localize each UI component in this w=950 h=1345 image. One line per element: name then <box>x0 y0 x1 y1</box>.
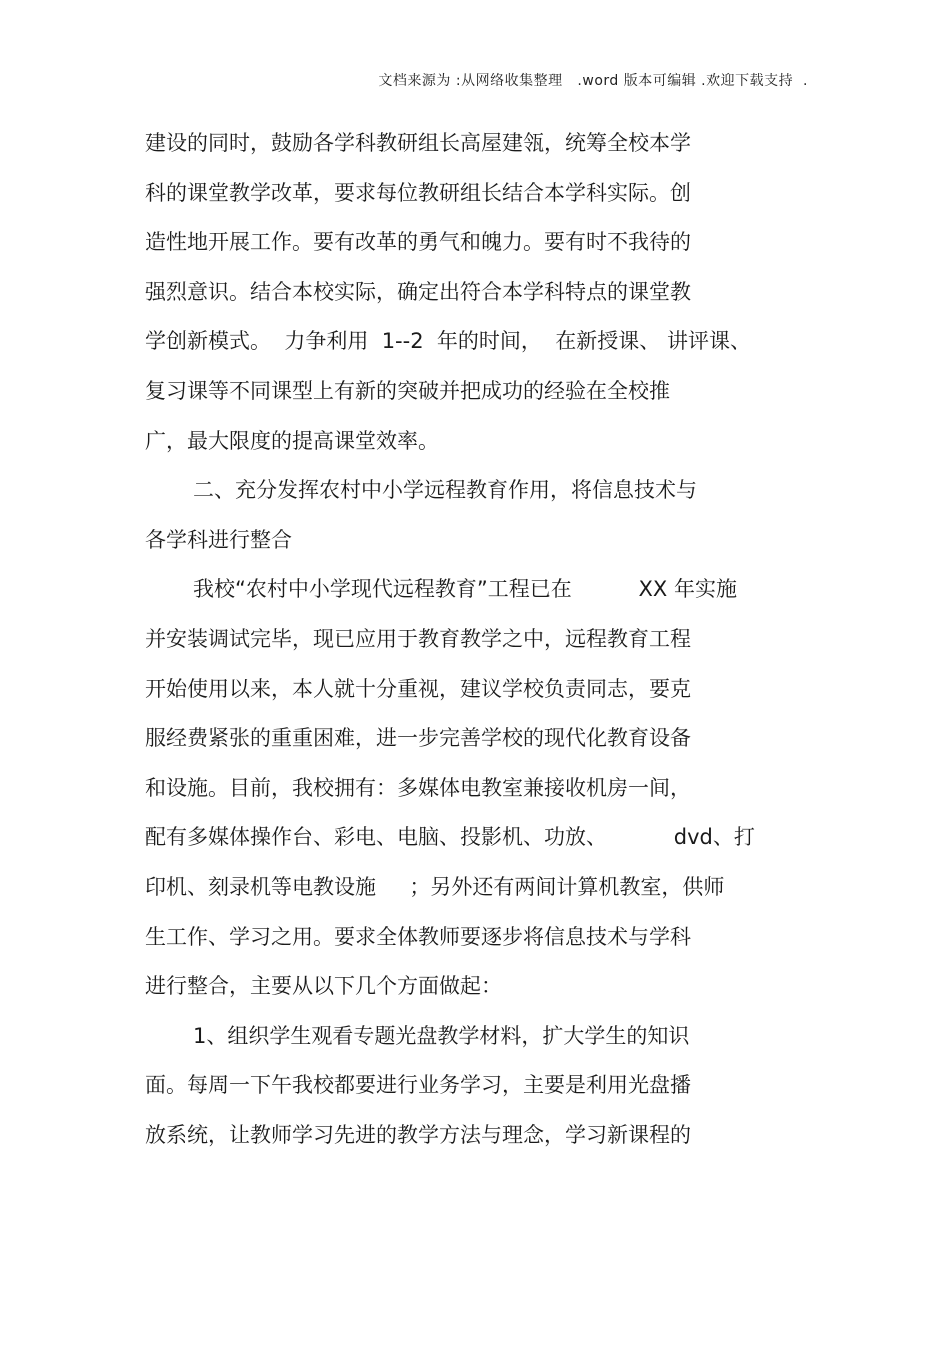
text-line: 进行整合，主要从以下几个方面做起： <box>145 974 502 999</box>
text-line: 学创新模式。 力争利用 1--2 年的时间， 在新授课、 讲评课、 <box>145 329 751 354</box>
text-line: 并安装调试完毕，现已应用于教育教学之中，远程教育工程 <box>145 626 691 651</box>
text-line: 开始使用以来，本人就十分重视，建议学校负责同志，要克 <box>145 676 691 701</box>
text-line: 建设的同时，鼓励各学科教研组长高屋建瓴，统筹全校本学 <box>145 131 691 155</box>
text-line: 面。每周一下午我校都要进行业务学习，主要是利用光盘播 <box>145 1073 691 1098</box>
text-line: 配有多媒体操作台、彩电、电脑、投影机、功放、 dvd、打 <box>145 825 755 850</box>
section-heading-continued: 各学科进行整合 <box>145 527 292 552</box>
text-line: 科的课堂教学改革，要求每位教研组长结合本学科实际。创 <box>145 180 691 205</box>
text-line: 放系统，让教师学习先进的教学方法与理念，学习新课程的 <box>145 1122 691 1147</box>
section-heading: 二、充分发挥农村中小学远程教育作用，将信息技术与 <box>193 478 697 503</box>
text-line: 强烈意识。结合本校实际，确定出符合本学科特点的课堂教 <box>145 279 691 304</box>
document-source-note: 文档来源为 :从网络收集整理 .word 版本可编辑 .欢迎下载支持 . <box>378 73 808 89</box>
text-line: 服经费紧张的重重困难，进一步完善学校的现代化教育设备 <box>145 726 691 751</box>
text-line: 广，最大限度的提高课堂效率。 <box>145 428 439 453</box>
list-item-start: 1、组织学生观看专题光盘教学材料，扩大学生的知识 <box>193 1023 690 1048</box>
text-line: 造性地开展工作。要有改革的勇气和魄力。要有时不我待的 <box>145 230 691 255</box>
text-line: 复习课等不同课型上有新的突破并把成功的经验在全校推 <box>145 378 670 403</box>
paragraph-start: 我校“农村中小学现代远程教育”工程已在 XX 年实施 <box>193 577 737 602</box>
text-line: 印机、刻录机等电教设施 ；另外还有两间计算机教室，供师 <box>145 874 725 899</box>
document-body <box>145 123 825 1164</box>
text-line: 和设施。目前，我校拥有：多媒体电教室兼接收机房一间， <box>145 775 691 800</box>
text-line: 生工作、学习之用。要求全体教师要逐步将信息技术与学科 <box>145 924 691 949</box>
